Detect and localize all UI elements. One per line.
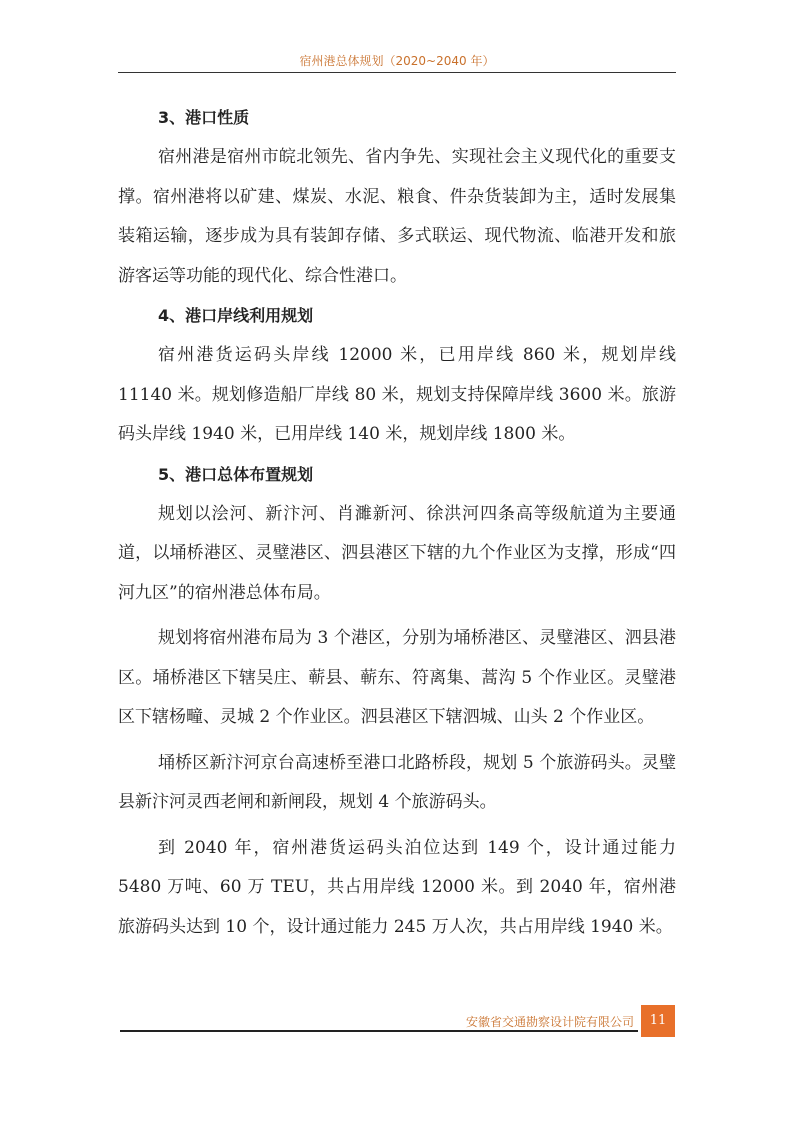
paragraph: 到 2040 年，宿州港货运码头泊位达到 149 个，设计通过能力 5480 万吨、60 万 TEU，共占用岸线 12000 米。到 2040 年，宿州港旅游码头达到 10 个，设计通过能力 245 万人次，共占用岸线 1940 米。 bbox=[118, 837, 676, 937]
footer-divider bbox=[120, 1030, 638, 1032]
header-divider bbox=[118, 72, 676, 73]
paragraph: 宿州港是宿州市皖北领先、省内争先、实现社会主义现代化的重要支撑。宿州港将以矿建、煤炭、水泥、粮食、件杂货装卸为主，适时发展集装箱运输，逐步成为具有装卸存储、多式联运、现代物流、临港开发和旅游客运等功能的现代化、综合性港口。 bbox=[118, 147, 676, 286]
page-number-badge: 11 bbox=[641, 1005, 675, 1037]
header-title: 宿州港总体规划（2020~2040 年） bbox=[299, 54, 495, 68]
footer-company-name: 安徽省交通勘察设计院有限公司 bbox=[465, 1015, 634, 1029]
main-content bbox=[118, 98, 676, 947]
section-heading-port-nature: 3、港口性质 bbox=[158, 108, 250, 127]
section-heading-shoreline-plan: 4、港口岸线利用规划 bbox=[158, 306, 314, 325]
paragraph: 宿州港货运码头岸线 12000 米，已用岸线 860 米，规划岸线 11140 米。规划修造船厂岸线 80 米，规划支持保障岸线 3600 米。旅游码头岸线 1940 米，已用岸线 140 米，规划岸线 1800 米。 bbox=[118, 345, 676, 444]
paragraph: 规划将宿州港布局为 3 个港区，分别为埇桥港区、灵璧港区、泗县港区。埇桥港区下辖吴庄、蕲县、蕲东、符离集、蒿沟 5 个作业区。灵璧港区下辖杨疃、灵城 2 个作业区。泗县港区下辖泗城、山头 2 个作业区。 bbox=[118, 628, 676, 727]
paragraph: 规划以浍河、新汴河、肖濉新河、徐洪河四条高等级航道为主要通道，以埇桥港区、灵璧港区、泗县港区下辖的九个作业区为支撑，形成“四河九区”的宿州港总体布局。 bbox=[118, 503, 676, 603]
section-heading-layout-plan: 5、港口总体布置规划 bbox=[158, 464, 314, 484]
paragraph: 埇桥区新汴河京台高速桥至港口北路桥段，规划 5 个旅游码头。灵璧县新汴河灵西老闸和新闸段，规划 4 个旅游码头。 bbox=[118, 752, 676, 812]
